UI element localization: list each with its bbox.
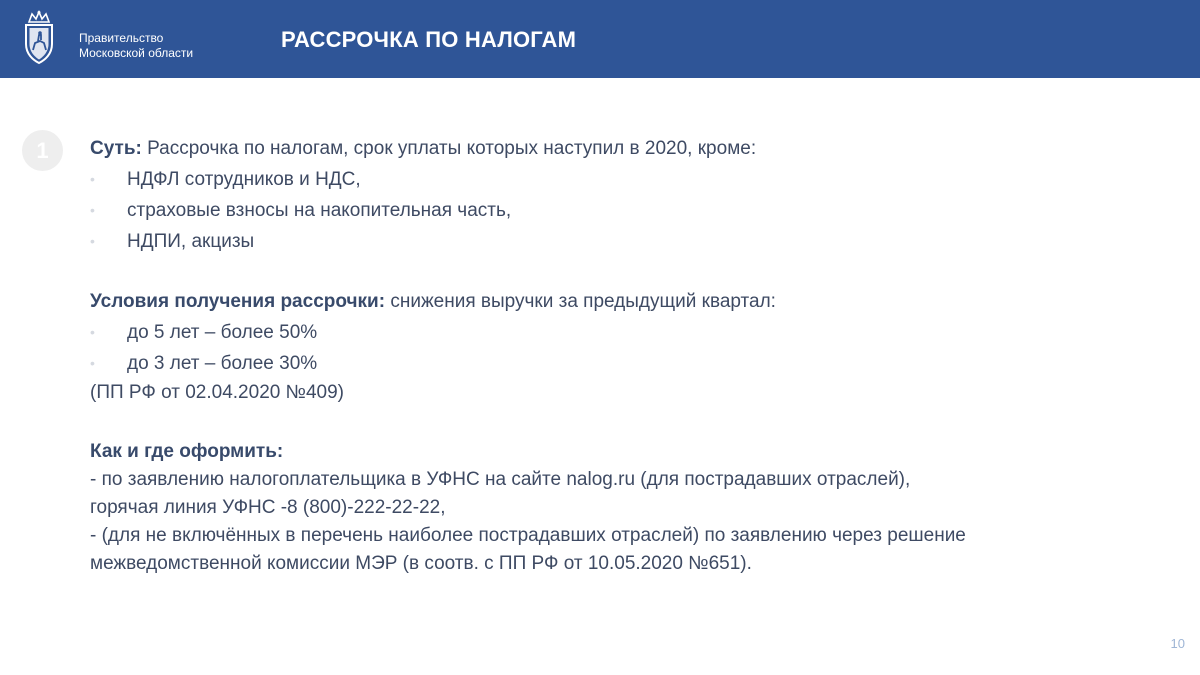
list-item xyxy=(90,348,1170,379)
essence-bullet-2: страховые взносы на накопительная часть, xyxy=(127,200,512,221)
how-text-line-3: - (для не включённых в перечень наиболее пострадавших отраслей) по заявлению через решение xyxy=(90,525,966,546)
conditions-note: (ПП РФ от 02.04.2020 №409) xyxy=(90,382,345,403)
conditions-bullet-1: до 5 лет – более 50% xyxy=(127,322,318,343)
how-text-line-2: горячая линия УФНС -8 (800)-222-22-22, xyxy=(90,497,446,518)
org-line-1: Правительство xyxy=(79,31,164,45)
how-text-line-1: - по заявлению налогоплательщика в УФНС на сайте nalog.ru (для пострадавших отраслей), xyxy=(90,469,911,490)
essence-text: Рассрочка по налогам, срок уплаты которых наступил в 2020, кроме: xyxy=(141,138,757,159)
section-number-badge: 1 xyxy=(22,130,63,171)
bullet-icon: • xyxy=(90,202,95,218)
conditions-label: Условия получения рассрочки: xyxy=(90,291,386,312)
header-bar xyxy=(0,0,1200,78)
spacer xyxy=(90,407,1170,438)
organization-name xyxy=(79,31,193,61)
bullet-icon: • xyxy=(90,171,95,187)
essence-bullet-1: НДФЛ сотрудников и НДС, xyxy=(127,169,361,190)
bullet-icon: • xyxy=(90,355,95,371)
spacer xyxy=(90,257,1170,286)
slide-title: РАССРОЧКА ПО НАЛОГАМ xyxy=(281,27,577,52)
slide-content xyxy=(90,133,1170,578)
conditions-line xyxy=(90,286,1170,317)
list-item xyxy=(90,317,1170,348)
page-number: 10 xyxy=(1170,636,1185,651)
list-item xyxy=(90,195,1170,226)
bullet-icon: • xyxy=(90,233,95,249)
essence-label: Суть: xyxy=(90,138,142,159)
bullet-icon: • xyxy=(90,324,95,340)
conditions-text: снижения выручки за предыдущий квартал: xyxy=(385,291,776,312)
how-label: Как и где оформить: xyxy=(90,441,284,462)
essence-bullet-3: НДПИ, акцизы xyxy=(127,231,255,252)
coat-of-arms-icon xyxy=(20,10,58,66)
how-line xyxy=(90,438,1170,466)
list-item xyxy=(90,164,1170,195)
how-text-line-4: межведомственной комиссии МЭР (в соотв. с ПП РФ от 10.05.2020 №651). xyxy=(90,553,752,574)
conditions-bullet-2: до 3 лет – более 30% xyxy=(127,353,318,374)
org-line-2: Московской области xyxy=(79,46,194,60)
essence-line xyxy=(90,133,1170,164)
list-item xyxy=(90,226,1170,257)
